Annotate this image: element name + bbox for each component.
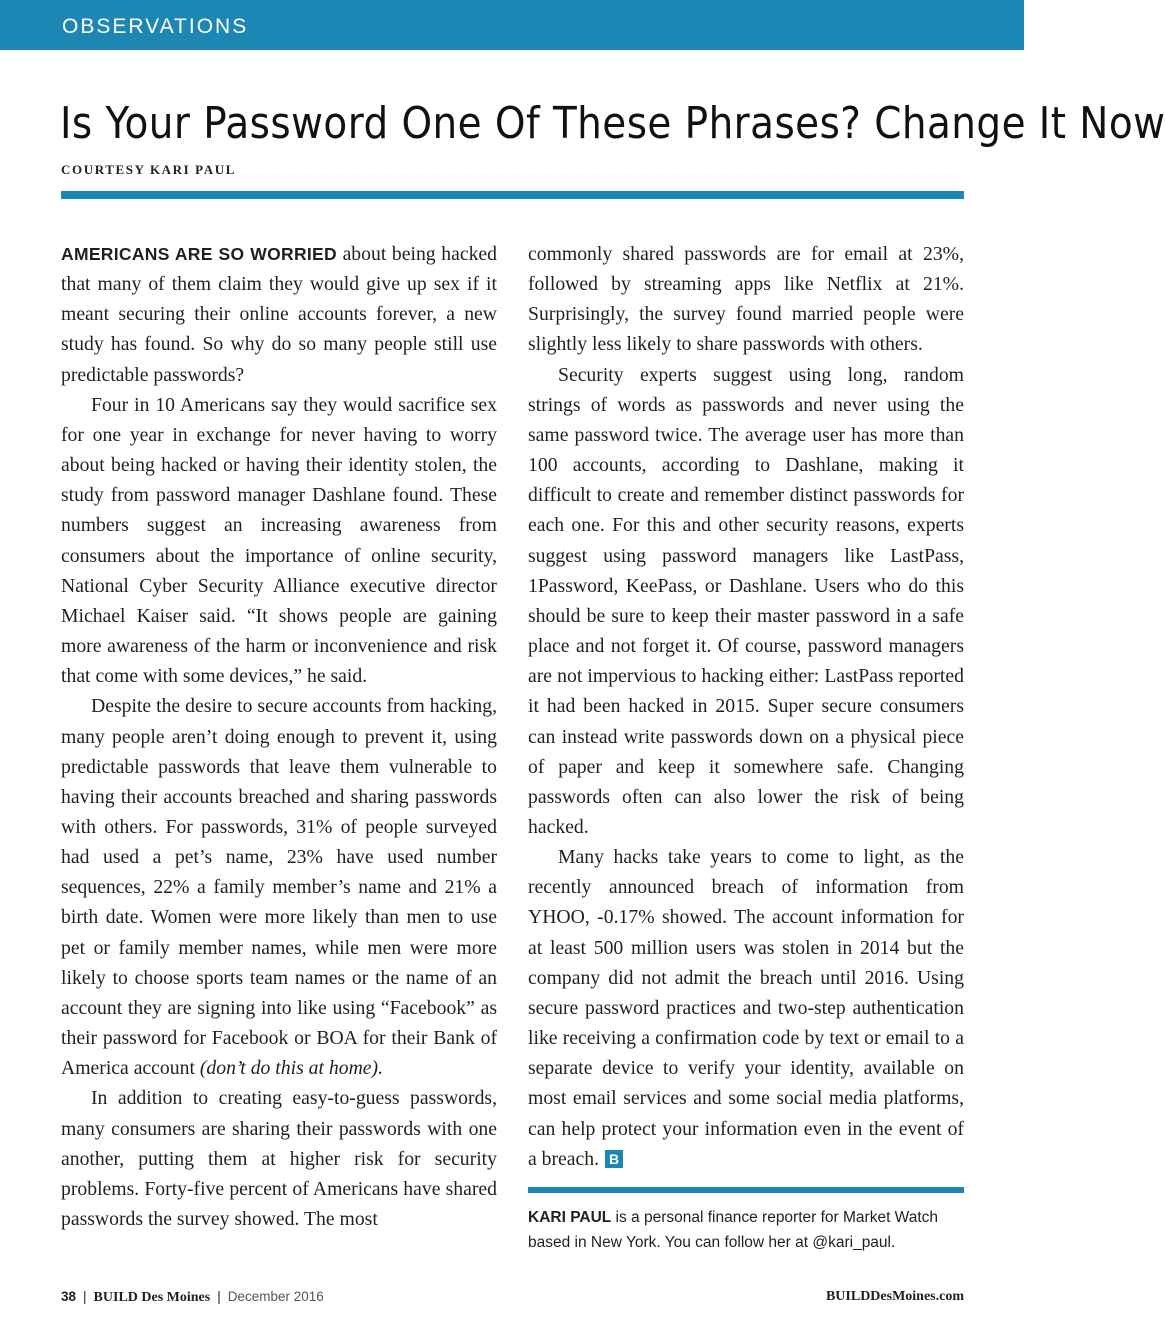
bio-divider [528,1187,964,1193]
paragraph-text: about being hacked that many of them claim they would give up sex if it meant securing their online accounts forever, a new study has found. So why do so many people still use predictable passwords? [61,243,497,386]
author-bio-text: is a personal finance reporter for Market Watch based in New York. You can follow her at @kari_paul. [528,1209,939,1251]
footer-separator: | [83,1289,87,1304]
section-label: OBSERVATIONS [62,15,249,38]
article-column-left [61,239,497,1234]
article-headline: Is Your Password One Of These Phrases? Change It Now [60,98,1165,149]
article-paragraph [61,691,497,1083]
article-byline: COURTESY KARI PAUL [61,162,236,177]
article-paragraph [528,842,964,1174]
article-paragraph: In addition to creating easy-to-guess passwords, many consumers are sharing their passwords with one another, putting them at higher risk for security problems. Forty-five percent of Americans have shared passwords the survey showed. The most [61,1087,497,1230]
issue-date: December 2016 [227,1289,324,1304]
italic-aside: (don’t do this at home). [199,1057,384,1080]
website-url: BUILDDesMoines.com [825,1289,964,1304]
paragraph-text: Despite the desire to secure accounts from hacking, many people aren’t doing enough to prevent it, using predictable passwords that leave them vulnerable to having their accounts breached and sharing passwords with others. For passwords, 31% of people surveyed had used a pet’s name, 23% have used number sequences, 22% a family member’s name and 21% a birth date. Women were more likely than men to use pet or family member names, while men were more likely to choose sports team names or the name of an account they are signing into like using “Facebook” as their password for Facebook or BOA for their Bank of America account [61,695,497,1080]
section-header-band [0,0,1024,50]
author-name: KARI PAUL [528,1209,612,1226]
lead-in-caps: AMERICANS ARE SO WORRIED [61,244,337,264]
article-column-right [528,239,964,1174]
end-of-article-mark: B [605,1150,623,1168]
footer-separator: | [217,1289,221,1304]
headline-divider [61,191,964,199]
footer-left [61,1289,324,1306]
article-paragraph [61,239,497,390]
publication-name: BUILD Des Moines [93,1290,211,1305]
article-paragraph: Security experts suggest using long, random strings of words as passwords and never using the same password twice. The average user has more than 100 accounts, according to Dashlane, making it difficult to create and remember distinct passwords for each one. For this and other security reasons, experts suggest using password managers like LastPass, 1Password, KeePass, or Dashlane. Users who do this should be sure to keep their master password in a safe place and not forget it. Of course, password managers are not impervious to hacking either: LastPass reported it had been hacked in 2015. Super secure consumers can instead write passwords down on a physical piece of paper and keep it somewhere safe. Changing passwords often can also lower the risk of being hacked. [528,363,964,838]
article-paragraph: commonly shared passwords are for email at 23%, followed by streaming apps like Netflix at 21%. Surprisingly, the survey found married people were slightly less likely to share passwords with others. [528,243,964,356]
article-paragraph: Four in 10 Americans say they would sacrifice sex for one year in exchange for never having to worry about being hacked or having their identity stolen, the study from password manager Dashlane found. These numbers suggest an increasing awareness from consumers about the importance of online security, National Cyber Security Alliance executive director Michael Kaiser said. “It shows people are gaining more awareness of the harm or inconvenience and risk that come with some devices,” he said. [61,393,497,688]
paragraph-text: Many hacks take years to come to light, as the recently announced breach of information from YHOO, -0.17% showed. The account information for at least 500 million users was stolen in 2014 but the company did not admit the breach until 2016. Using secure password practices and two-step authentication like receiving a confirmation code by text or email to a separate device to verify your identity, available on most email services and some social media platforms, can help protect your information even in the event of a breach. [528,846,964,1170]
author-bio [528,1205,968,1255]
page-number: 38 [61,1289,77,1304]
